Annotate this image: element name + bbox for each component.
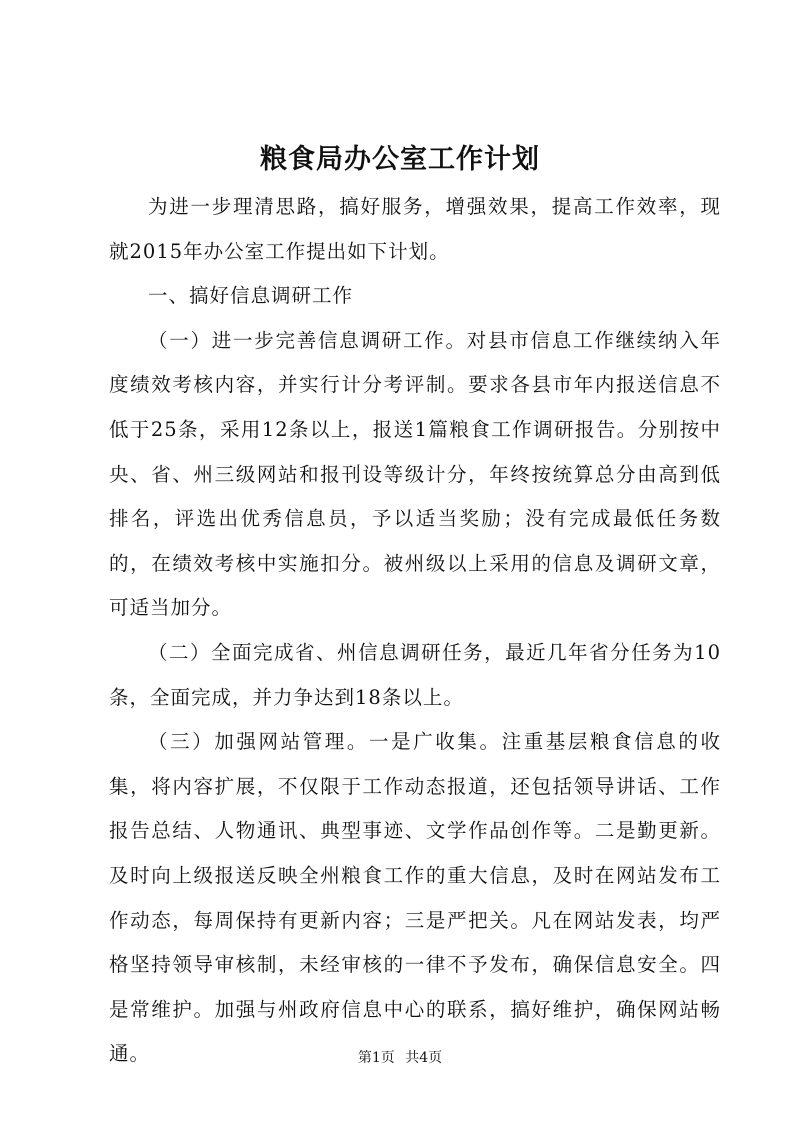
page-footer [0,1048,800,1068]
page-total: 共4页 [405,1050,443,1066]
paragraph-item-2: （二）全面完成省、州信息调研任务，最近几年省分任务为10条，全面完成，并力争达到18条以上。 [109,640,721,709]
paragraph-item-1: （一）进一步完善信息调研工作。对县市信息工作继续纳入年度绩效考核内容，并实行计分考评制。要求各县市年内报送信息不低于25条，采用12条以上，报送1篇粮食工作调研报告。分别按中央、省、州三级网站和报刊设等级计分，年终按统算总分由高到低排名，评选出优秀信息员，予以适当奖励；没有完成最低任务数的，在绩效考核中实施扣分。被州级以上采用的信息及调研文章，可适当加分。 [109,328,721,620]
document-body [109,185,721,1077]
intro-paragraph: 为进一步理清思路，搞好服务，增强效果，提高工作效率，现就2015年办公室工作提出如下计划。 [109,195,721,263]
paragraph-item-3: （三）加强网站管理。一是广收集。注重基层粮食信息的收集，将内容扩展，不仅限于工作动态报道，还包括领导讲话、工作报告总结、人物通讯、典型事迹、文学作品创作等。二是勤更新。及时向上级报送反映全州粮食工作的重大信息，及时在网站发布工作动态，每周保持有更新内容；三是严把关。凡在网站发表，均严格坚持领导审核制，未经审核的一律不予发布，确保信息安全。四是常维护。加强与州政府信息中心的联系，搞好维护，确保网站畅通。 [109,730,721,1066]
section-heading: 一、搞好信息调研工作 [148,284,354,308]
document-title: 粮食局办公室工作计划 [260,144,540,175]
page-number: 第1页 [357,1050,395,1066]
